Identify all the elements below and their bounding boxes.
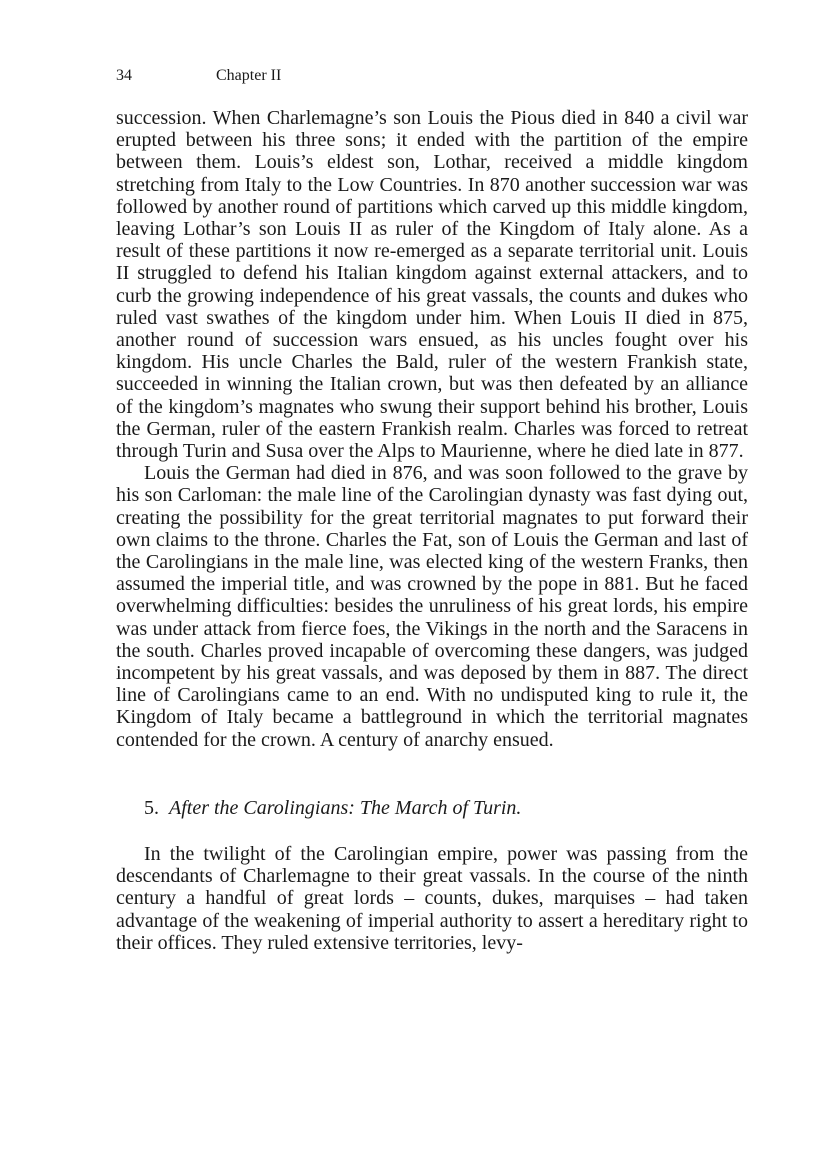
running-head xyxy=(116,66,281,86)
page-number: 34 xyxy=(116,67,132,84)
body-text xyxy=(116,107,748,954)
paragraph-1: succession. When Charlemagne’s son Louis the Pious died in 840 a civil war erupted between his three sons; it ended with the partition of the empire between them. Louis’s eldest son, Lothar, received a middle kingdom stretching from Italy to the Low Countries. In 870 another succession war was followed by another round of partitions which carved up this middle kingdom, leaving Lothar’s son Louis II as ruler of the Kingdom of Italy alone. As a result of these partitions it now re-emerged as a separate territorial unit. Louis II struggled to defend his Italian kingdom against external attackers, and to curb the growing independence of his great vassals, the counts and dukes who ruled vast swathes of the kingdom under him. When Louis II died in 875, another round of succession wars ensued, as his uncles fought over his kingdom. His uncle Charles the Bald, ruler of the western Frankish state, succeeded in winning the Italian crown, but was then defeated by an alliance of the kingdom’s magnates who swung their support behind his brother, Louis the German, ruler of the eastern Frankish realm. Charles was forced to retreat through Turin and Susa over the Alps to Maurienne, where he died late in 877. xyxy=(116,107,748,463)
chapter-title: Chapter II xyxy=(216,67,282,84)
section-title: After the Carolingians: The March of Turin. xyxy=(169,796,522,819)
section-number: 5. xyxy=(144,796,159,819)
paragraph-3: In the twilight of the Carolingian empire, power was passing from the descendants of Charlemagne to their great vassals. In the course of the ninth century a handful of great lords – counts, dukes, marquises – had taken advantage of the weakening of imperial authority to assert a hereditary right to their offices. They ruled extensive territories, levy- xyxy=(116,842,748,954)
paragraph-2: Louis the German had died in 876, and was soon followed to the grave by his son Carloman: the male line of the Carolingian dynasty was fast dying out, creating the possibility for the great territorial magnates to put forward their own claims to the throne. Charles the Fat, son of Louis the German and last of the Carolingians in the male line, was elected king of the western Franks, then assumed the imperial title, and was crowned by the pope in 881. But he faced overwhelming difficulties: besides the unruliness of his great lords, his empire was under attack from fierce foes, the Vikings in the north and the Saracens in the south. Charles proved incapable of overcoming these dangers, was judged incompetent by his great vassals, and was deposed by them in 887. The direct line of Carolingians came to an end. With no undisputed king to rule it, the Kingdom of Italy became a battleground in which the territorial magnates contended for the crown. A century of anarchy ensued. xyxy=(116,462,748,751)
section-heading xyxy=(116,751,748,843)
